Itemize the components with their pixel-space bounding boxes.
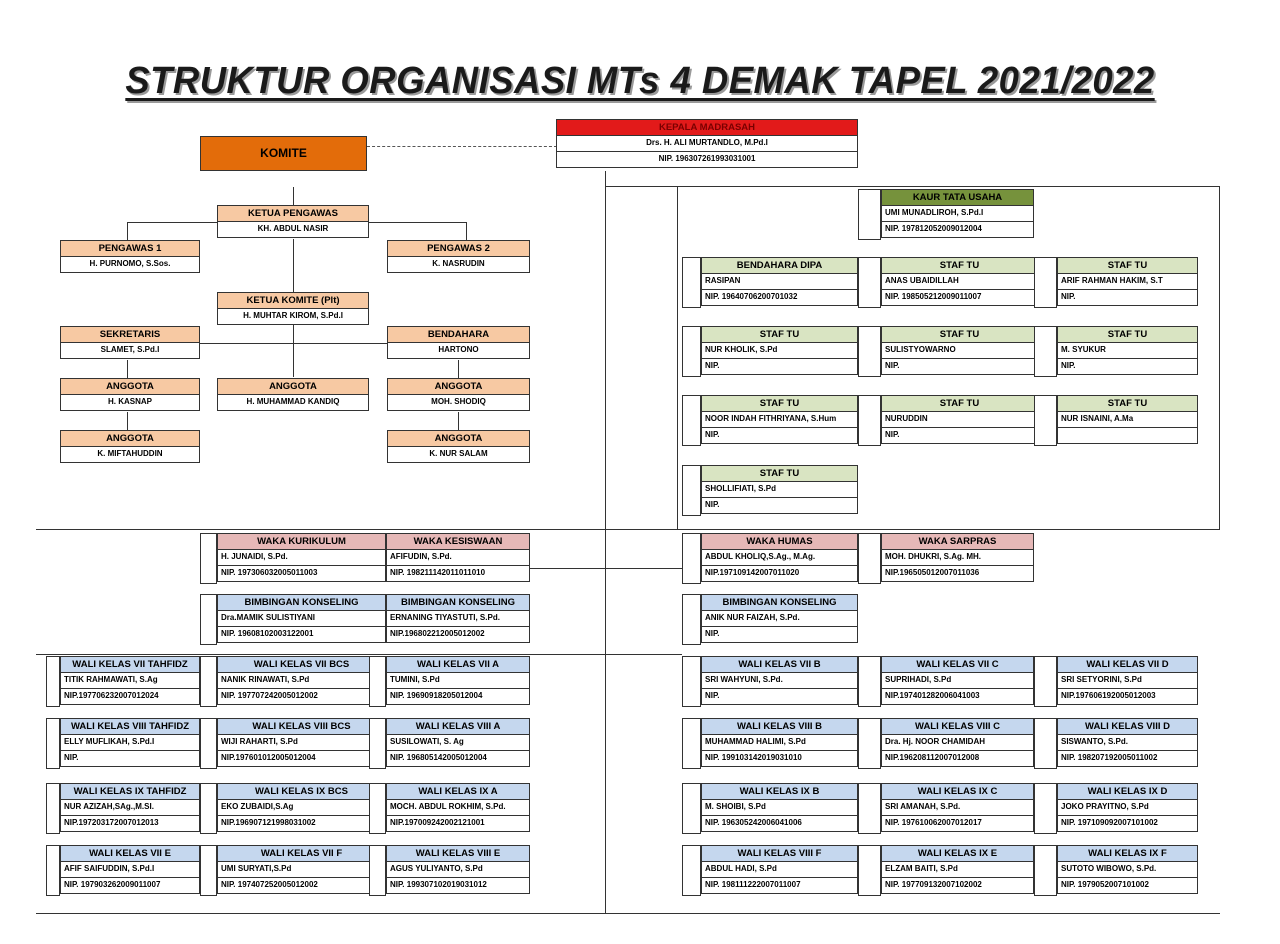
staf-tu-1 <box>701 257 858 306</box>
staf-tu-9-name: NUR ISNAINI, A.Ma <box>1057 412 1198 428</box>
staf-tu-9-nip <box>1057 428 1198 444</box>
wali-kelas-22 <box>701 845 858 894</box>
wali-kelas-11-nip: NIP.196208112007012008 <box>881 751 1034 767</box>
kepala-madrasah-nip: NIP. 196307261993031001 <box>556 152 858 168</box>
wali-kelas-9-title: WALI KELAS VIII A <box>386 718 530 735</box>
wali-kelas-19-name: AFIF SAIFUDDIN, S.Pd.I <box>60 862 200 878</box>
staf-tu-1-nip: NIP. 19640706200701032 <box>701 290 858 306</box>
kepala-madrasah-title: KEPALA MADRASAH <box>556 119 858 136</box>
wali-kelas-15-nip: NIP.197009242002121001 <box>386 816 530 832</box>
bk-2-nip: NIP.196802212005012002 <box>386 627 530 643</box>
wali-kelas-21-title: WALI KELAS VIII E <box>386 845 530 862</box>
wali-kelas-24-nip: NIP. 1979052007101002 <box>1057 878 1198 894</box>
wali-kelas-4 <box>701 656 858 705</box>
kepala-madrasah-name: Drs. H. ALI MURTANDLO, M.Pd.I <box>556 136 858 152</box>
bendahara-name: HARTONO <box>387 343 530 359</box>
staf-tu-10-name: SHOLLIFIATI, S.Pd <box>701 482 858 498</box>
row-marker <box>46 656 60 707</box>
wali-kelas-17-nip: NIP. 197610062007012017 <box>881 816 1034 832</box>
staf-tu-5-title: STAF TU <box>881 326 1038 343</box>
bendahara-title: BENDAHARA <box>387 326 530 343</box>
wali-kelas-15-title: WALI KELAS IX A <box>386 783 530 800</box>
row-marker <box>1034 783 1057 834</box>
row-marker <box>858 395 881 446</box>
staf-tu-8 <box>881 395 1038 444</box>
wali-kelas-19-title: WALI KELAS VII E <box>60 845 200 862</box>
komite-connector <box>367 146 557 147</box>
pengawas-1-title: PENGAWAS 1 <box>60 240 200 257</box>
wali-kelas-14-name: EKO ZUBAIDI,S.Ag <box>217 800 386 816</box>
row-marker <box>858 189 881 240</box>
row-marker <box>200 845 217 896</box>
divider-bottom <box>36 913 1220 914</box>
anggota-5-title: ANGGOTA <box>387 430 530 447</box>
staf-tu-6-name: M. SYUKUR <box>1057 343 1198 359</box>
kepala-madrasah <box>556 119 858 168</box>
wali-kelas-11-title: WALI KELAS VIII C <box>881 718 1034 735</box>
wali-kelas-24 <box>1057 845 1198 894</box>
wali-kelas-18-nip: NIP. 197109092007101002 <box>1057 816 1198 832</box>
bk-1 <box>217 594 386 643</box>
staf-tu-5-nip: NIP. <box>881 359 1038 375</box>
wali-kelas-6 <box>1057 656 1198 705</box>
staf-tu-6 <box>1057 326 1198 375</box>
bk-1-nip: NIP. 19608102003122001 <box>217 627 386 643</box>
wali-kelas-23 <box>881 845 1034 894</box>
row-marker <box>1034 326 1057 377</box>
staf-tu-8-name: NURUDDIN <box>881 412 1038 428</box>
divider-mid <box>36 529 1220 530</box>
row-marker <box>858 533 881 584</box>
wali-kelas-6-name: SRI SETYORINI, S.Pd <box>1057 673 1198 689</box>
connector-ketua-komite <box>293 239 294 292</box>
staf-tu-2 <box>881 257 1038 306</box>
wali-kelas-2-nip: NIP. 197707242005012002 <box>217 689 386 705</box>
wali-kelas-21-nip: NIP. 199307102019031012 <box>386 878 530 894</box>
row-marker <box>858 845 881 896</box>
staf-tu-7 <box>701 395 858 444</box>
wali-kelas-16-name: M. SHOIBI, S.Pd <box>701 800 858 816</box>
row-marker <box>200 718 217 769</box>
pengawas-2-title: PENGAWAS 2 <box>387 240 530 257</box>
row-marker <box>1034 718 1057 769</box>
row-marker <box>46 718 60 769</box>
wali-kelas-10-nip: NIP. 199103142019031010 <box>701 751 858 767</box>
wali-kelas-12-name: SISWANTO, S.Pd. <box>1057 735 1198 751</box>
anggota-3-title: ANGGOTA <box>387 378 530 395</box>
wali-kelas-3 <box>386 656 530 705</box>
sekretaris-name: SLAMET, S.Pd.I <box>60 343 200 359</box>
divider-waka <box>530 568 682 569</box>
sekretaris <box>60 326 200 359</box>
waka-kurikulum-title: WAKA KURIKULUM <box>217 533 386 550</box>
staf-tu-8-title: STAF TU <box>881 395 1038 412</box>
wali-kelas-13-title: WALI KELAS IX TAHFIDZ <box>60 783 200 800</box>
wali-kelas-23-name: ELZAM BAITI, S.Pd <box>881 862 1034 878</box>
wali-kelas-5-name: SUPRIHADI, S.Pd <box>881 673 1034 689</box>
connector-p1 <box>127 222 128 240</box>
waka-kurikulum-nip: NIP. 197306032005011003 <box>217 566 386 582</box>
wali-kelas-16 <box>701 783 858 832</box>
waka-kesiswaan-name: AFIFUDIN, S.Pd. <box>386 550 530 566</box>
row-marker <box>200 656 217 707</box>
wali-kelas-10-name: MUHAMMAD HALIMI, S.Pd <box>701 735 858 751</box>
staf-tu-2-name: ANAS UBAIDILLAH <box>881 274 1038 290</box>
wali-kelas-9-nip: NIP. 196805142005012004 <box>386 751 530 767</box>
row-marker <box>1034 845 1057 896</box>
wali-kelas-8-nip: NIP.197601012005012004 <box>217 751 386 767</box>
wali-kelas-23-title: WALI KELAS IX E <box>881 845 1034 862</box>
row-marker <box>682 395 701 446</box>
wali-kelas-5-nip: NIP.197401282006041003 <box>881 689 1034 705</box>
wali-kelas-14 <box>217 783 386 832</box>
wali-kelas-21-name: AGUS YULIYANTO, S.Pd <box>386 862 530 878</box>
row-marker <box>200 783 217 834</box>
wali-kelas-20 <box>217 845 386 894</box>
wali-kelas-8-name: WIJI RAHARTI, S.Pd <box>217 735 386 751</box>
kaur-tata-usaha-title: KAUR TATA USAHA <box>881 189 1034 206</box>
wali-kelas-5-title: WALI KELAS VII C <box>881 656 1034 673</box>
anggota-4 <box>60 430 200 463</box>
wali-kelas-8-title: WALI KELAS VIII BCS <box>217 718 386 735</box>
waka-kurikulum <box>217 533 386 582</box>
staf-tu-9-title: STAF TU <box>1057 395 1198 412</box>
bk-1-name: Dra.MAMIK SULISTIYANI <box>217 611 386 627</box>
wali-kelas-8 <box>217 718 386 767</box>
wali-kelas-24-name: SUTOTO WIBOWO, S.Pd. <box>1057 862 1198 878</box>
staf-tu-9 <box>1057 395 1198 444</box>
wali-kelas-4-nip: NIP. <box>701 689 858 705</box>
staf-tu-7-title: STAF TU <box>701 395 858 412</box>
pengawas-1 <box>60 240 200 273</box>
wali-kelas-13-nip: NIP.197203172007012013 <box>60 816 200 832</box>
wali-kelas-18-title: WALI KELAS IX D <box>1057 783 1198 800</box>
wali-kelas-1-nip: NIP.197706232007012024 <box>60 689 200 705</box>
wali-kelas-22-name: ABDUL HADI, S.Pd <box>701 862 858 878</box>
wali-kelas-21 <box>386 845 530 894</box>
connector-p2 <box>466 222 467 240</box>
wali-kelas-18-name: JOKO PRAYITNO, S.Pd <box>1057 800 1198 816</box>
wali-kelas-17-name: SRI AMANAH, S.Pd. <box>881 800 1034 816</box>
page-title: STRUKTUR ORGANISASI MTs 4 DEMAK TAPEL 2021/2022 <box>125 60 1155 102</box>
row-marker <box>369 656 386 707</box>
row-marker <box>682 656 701 707</box>
wali-kelas-14-title: WALI KELAS IX BCS <box>217 783 386 800</box>
wali-kelas-17-title: WALI KELAS IX C <box>881 783 1034 800</box>
anggota-5 <box>387 430 530 463</box>
staf-tu-10 <box>701 465 858 514</box>
row-marker <box>682 533 701 584</box>
row-marker <box>858 656 881 707</box>
row-marker <box>200 594 217 645</box>
ketua-komite-title: KETUA KOMITE (Plt) <box>217 292 369 309</box>
anggota-4-title: ANGGOTA <box>60 430 200 447</box>
row-marker <box>369 718 386 769</box>
ketua-pengawas-name: KH. ABDUL NASIR <box>217 222 369 238</box>
wali-kelas-15-name: MOCH. ABDUL ROKHIM, S.Pd. <box>386 800 530 816</box>
wali-kelas-6-title: WALI KELAS VII D <box>1057 656 1198 673</box>
kaur-tata-usaha <box>881 189 1034 238</box>
wali-kelas-19 <box>60 845 200 894</box>
wali-kelas-2-title: WALI KELAS VII BCS <box>217 656 386 673</box>
row-marker <box>46 845 60 896</box>
bk-2 <box>386 594 530 643</box>
waka-sarpras-title: WAKA SARPRAS <box>881 533 1034 550</box>
komite-box: KOMITE <box>200 136 367 171</box>
pengawas-1-name: H. PURNOMO, S.Sos. <box>60 257 200 273</box>
wali-kelas-1-title: WALI KELAS VII TAHFIDZ <box>60 656 200 673</box>
row-marker <box>682 257 701 308</box>
staf-tu-3-nip: NIP. <box>1057 290 1198 306</box>
connector-right-col <box>458 360 459 378</box>
wali-kelas-13-name: NUR AZIZAH,SAg.,M.SI. <box>60 800 200 816</box>
kaur-tata-usaha-nip: NIP. 197812052009012004 <box>881 222 1034 238</box>
divider-center <box>605 171 606 914</box>
wali-kelas-24-title: WALI KELAS IX F <box>1057 845 1198 862</box>
row-marker <box>682 465 701 516</box>
staf-tu-3-title: STAF TU <box>1057 257 1198 274</box>
anggota-4-name: K. MIFTAHUDDIN <box>60 447 200 463</box>
waka-humas-nip: NIP.197109142007011020 <box>701 566 858 582</box>
row-marker <box>46 783 60 834</box>
staf-tu-7-name: NOOR INDAH FITHRIYANA, S.Hum <box>701 412 858 428</box>
row-marker <box>369 783 386 834</box>
anggota-1-name: H. KASNAP <box>60 395 200 411</box>
wali-kelas-14-nip: NIP.196907121998031002 <box>217 816 386 832</box>
staf-tu-5 <box>881 326 1038 375</box>
bk-3-nip: NIP. <box>701 627 858 643</box>
bk-3-title: BIMBINGAN KONSELING <box>701 594 858 611</box>
bk-2-name: ERNANING TIYASTUTI, S.Pd. <box>386 611 530 627</box>
row-marker <box>682 783 701 834</box>
wali-kelas-12-nip: NIP. 198207192005011002 <box>1057 751 1198 767</box>
wali-kelas-3-title: WALI KELAS VII A <box>386 656 530 673</box>
row-marker <box>682 718 701 769</box>
wali-kelas-2 <box>217 656 386 705</box>
sekretaris-title: SEKRETARIS <box>60 326 200 343</box>
wali-kelas-7-title: WALI KELAS VIII TAHFIDZ <box>60 718 200 735</box>
wali-kelas-23-nip: NIP. 197709132007102002 <box>881 878 1034 894</box>
waka-humas-title: WAKA HUMAS <box>701 533 858 550</box>
row-marker <box>369 845 386 896</box>
waka-sarpras <box>881 533 1034 582</box>
wali-kelas-9 <box>386 718 530 767</box>
wali-kelas-20-nip: NIP. 197407252005012002 <box>217 878 386 894</box>
row-marker <box>858 326 881 377</box>
wali-kelas-3-nip: NIP. 19690918205012004 <box>386 689 530 705</box>
wali-kelas-7-nip: NIP. <box>60 751 200 767</box>
waka-kesiswaan-title: WAKA KESISWAAN <box>386 533 530 550</box>
staf-tu-10-nip: NIP. <box>701 498 858 514</box>
staf-tu-4-title: STAF TU <box>701 326 858 343</box>
connector-left-col2 <box>127 412 128 430</box>
anggota-3 <box>387 378 530 411</box>
row-marker <box>858 718 881 769</box>
waka-sarpras-name: MOH. DHUKRI, S.Ag. MH. <box>881 550 1034 566</box>
wali-kelas-1 <box>60 656 200 705</box>
waka-humas-name: ABDUL KHOLIQ,S.Ag., M.Ag. <box>701 550 858 566</box>
anggota-1 <box>60 378 200 411</box>
anggota-2-title: ANGGOTA <box>217 378 369 395</box>
wali-kelas-22-nip: NIP. 198111222007011007 <box>701 878 858 894</box>
row-marker <box>682 326 701 377</box>
wali-kelas-19-nip: NIP. 197903262009011007 <box>60 878 200 894</box>
ketua-pengawas-title: KETUA PENGAWAS <box>217 205 369 222</box>
bk-2-title: BIMBINGAN KONSELING <box>386 594 530 611</box>
staf-tu-4-name: NUR KHOLIK, S.Pd <box>701 343 858 359</box>
row-marker <box>1034 395 1057 446</box>
wali-kelas-22-title: WALI KELAS VIII F <box>701 845 858 862</box>
wali-kelas-20-name: UMI SURYATI,S.Pd <box>217 862 386 878</box>
bk-1-title: BIMBINGAN KONSELING <box>217 594 386 611</box>
kaur-tata-usaha-name: UMI MUNADLIROH, S.Pd.I <box>881 206 1034 222</box>
wali-kelas-16-nip: NIP. 196305242006041006 <box>701 816 858 832</box>
anggota-1-title: ANGGOTA <box>60 378 200 395</box>
wali-kelas-1-name: TITIK RAHMAWATI, S.Ag <box>60 673 200 689</box>
staf-tu-10-title: STAF TU <box>701 465 858 482</box>
staf-tu-4 <box>701 326 858 375</box>
waka-sarpras-nip: NIP.196505012007011036 <box>881 566 1034 582</box>
wali-kelas-4-name: SRI WAHYUNI, S.Pd. <box>701 673 858 689</box>
wali-kelas-7 <box>60 718 200 767</box>
wali-kelas-4-title: WALI KELAS VII B <box>701 656 858 673</box>
ketua-komite-name: H. MUHTAR KIROM, S.Pd.I <box>217 309 369 325</box>
wali-kelas-7-name: ELLY MUFLIKAH, S.Pd.I <box>60 735 200 751</box>
row-marker <box>1034 656 1057 707</box>
waka-humas <box>701 533 858 582</box>
row-marker <box>858 783 881 834</box>
bk-3-name: ANIK NUR FAIZAH, S.Pd. <box>701 611 858 627</box>
staf-tu-2-nip: NIP. 198505212009011007 <box>881 290 1038 306</box>
row-marker <box>200 533 217 584</box>
wali-kelas-5 <box>881 656 1034 705</box>
row-marker <box>858 257 881 308</box>
wali-kelas-20-title: WALI KELAS VII F <box>217 845 386 862</box>
staf-tu-1-name: RASIPAN <box>701 274 858 290</box>
wali-kelas-16-title: WALI KELAS IX B <box>701 783 858 800</box>
waka-kesiswaan <box>386 533 530 582</box>
anggota-5-name: K. NUR SALAM <box>387 447 530 463</box>
wali-kelas-12 <box>1057 718 1198 767</box>
staf-tu-7-nip: NIP. <box>701 428 858 444</box>
staf-tu-3-name: ARIF RAHMAN HAKIM, S.T <box>1057 274 1198 290</box>
divider-left-inner <box>677 186 678 530</box>
anggota-3-name: MOH. SHODIQ <box>387 395 530 411</box>
waka-kurikulum-name: H. JUNAIDI, S.Pd. <box>217 550 386 566</box>
anggota-2 <box>217 378 369 411</box>
waka-kesiswaan-nip: NIP. 198211142011011010 <box>386 566 530 582</box>
divider-wali <box>36 654 682 655</box>
wali-kelas-9-name: SUSILOWATI, S. Ag <box>386 735 530 751</box>
staf-tu-4-nip: NIP. <box>701 359 858 375</box>
staf-tu-1-title: BENDAHARA DIPA <box>701 257 858 274</box>
staf-tu-2-title: STAF TU <box>881 257 1038 274</box>
staf-tu-6-nip: NIP. <box>1057 359 1198 375</box>
row-marker <box>1034 257 1057 308</box>
bendahara <box>387 326 530 359</box>
bk-3 <box>701 594 858 643</box>
connector-center-anggota <box>293 325 294 377</box>
wali-kelas-18 <box>1057 783 1198 832</box>
staf-tu-8-nip: NIP. <box>881 428 1038 444</box>
wali-kelas-3-name: TUMINI, S.Pd <box>386 673 530 689</box>
wali-kelas-11 <box>881 718 1034 767</box>
row-marker <box>682 845 701 896</box>
wali-kelas-13 <box>60 783 200 832</box>
staf-tu-3 <box>1057 257 1198 306</box>
anggota-2-name: H. MUHAMMAD KANDIQ <box>217 395 369 411</box>
staf-tu-5-name: SULISTYOWARNO <box>881 343 1038 359</box>
staf-tu-6-title: STAF TU <box>1057 326 1198 343</box>
row-marker <box>682 594 701 645</box>
divider-top <box>605 186 1220 187</box>
connector-left-col <box>127 360 128 378</box>
wali-kelas-10-title: WALI KELAS VIII B <box>701 718 858 735</box>
wali-kelas-15 <box>386 783 530 832</box>
wali-kelas-6-nip: NIP.197606192005012003 <box>1057 689 1198 705</box>
wali-kelas-10 <box>701 718 858 767</box>
wali-kelas-17 <box>881 783 1034 832</box>
wali-kelas-2-name: NANIK RINAWATI, S.Pd <box>217 673 386 689</box>
connector-ketua-up <box>293 187 294 205</box>
divider-right-top <box>1219 186 1220 530</box>
wali-kelas-12-title: WALI KELAS VIII D <box>1057 718 1198 735</box>
pengawas-2-name: K. NASRUDIN <box>387 257 530 273</box>
connector-right-col2 <box>458 412 459 430</box>
ketua-komite <box>217 292 369 325</box>
wali-kelas-11-name: Dra. Hj. NOOR CHAMIDAH <box>881 735 1034 751</box>
ketua-pengawas <box>217 205 369 238</box>
pengawas-2 <box>387 240 530 273</box>
